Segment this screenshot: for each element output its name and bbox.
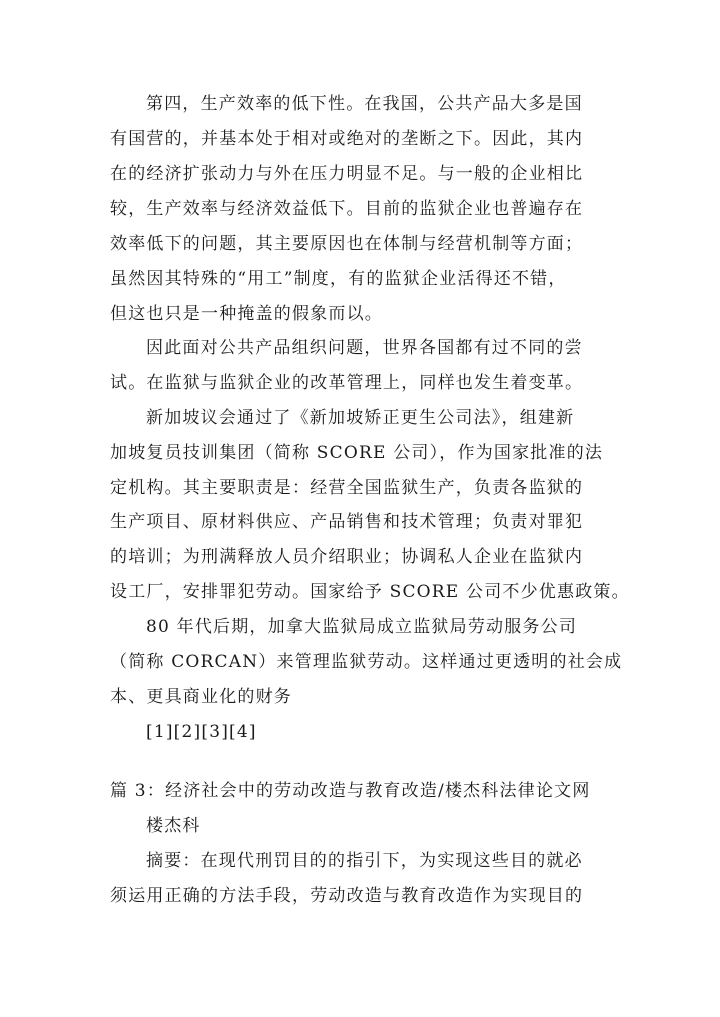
paragraph-line: 新加坡议会通过了《新加坡矫正更生公司法》，组建新 bbox=[146, 408, 575, 428]
paragraph-line: 效率低下的问题，其主要原因也在体制与经营机制等方面； bbox=[110, 234, 584, 254]
paragraph-line: 80 年代后期，加拿大监狱局成立监狱局劳动服务公司 bbox=[146, 617, 578, 637]
paragraph-line: 虽然因其特殊的“用工”制度，有的监狱企业活得还不错， bbox=[110, 269, 567, 289]
paragraph-line: 试。在监狱与监狱企业的改革管理上，同样也发生着变革。 bbox=[110, 373, 584, 393]
paragraph-line: 但这也只是一种掩盖的假象而以。 bbox=[110, 304, 383, 324]
paragraph-line: 定机构。其主要职责是：经营全国监狱生产，负责各监狱的 bbox=[110, 478, 584, 498]
paragraph-line: 加坡复员技训集团（简称 SCORE 公司），作为国家批准的法 bbox=[110, 443, 604, 463]
paragraph-line: 第四，生产效率的低下性。在我国，公共产品大多是国 bbox=[146, 94, 583, 114]
article-author: 楼杰科 bbox=[146, 816, 201, 836]
paragraph-line: 在的经济扩张动力与外在压力明显不足。与一般的企业相比 bbox=[110, 164, 584, 184]
paragraph-line: 设工厂，安排罪犯劳动。国家给予 SCORE 公司不少优惠政策。 bbox=[110, 582, 630, 602]
abstract-line: 摘要：在现代刑罚目的的指引下，为实现这些目的就必 bbox=[146, 851, 583, 871]
paragraph-line: 较，生产效率与经济效益低下。目前的监狱企业也普遍存在 bbox=[110, 199, 584, 219]
paragraph-line: 因此面对公共产品组织问题，世界各国都有过不同的尝 bbox=[146, 338, 583, 358]
paragraph-line: 生产项目、原材料供应、产品销售和技术管理；负责对罪犯 bbox=[110, 512, 584, 532]
paragraph-line: 的培训；为刑满释放人员介绍职业；协调私人企业在监狱内 bbox=[110, 547, 584, 567]
paragraph-line: （简称 CORCAN）来管理监狱劳动。这样通过更透明的社会成 bbox=[110, 652, 623, 672]
reference-links[interactable]: [1][2][3][4] bbox=[146, 722, 257, 742]
paragraph-line: 有国营的，并基本处于相对或绝对的垄断之下。因此，其内 bbox=[110, 129, 584, 149]
paragraph-line: 本、更具商业化的财务 bbox=[110, 687, 292, 707]
abstract-line: 须运用正确的方法手段，劳动改造与教育改造作为实现目的 bbox=[110, 886, 584, 906]
article-heading: 篇 3：经济社会中的劳动改造与教育改造/楼杰科法律论文网 bbox=[110, 781, 591, 801]
